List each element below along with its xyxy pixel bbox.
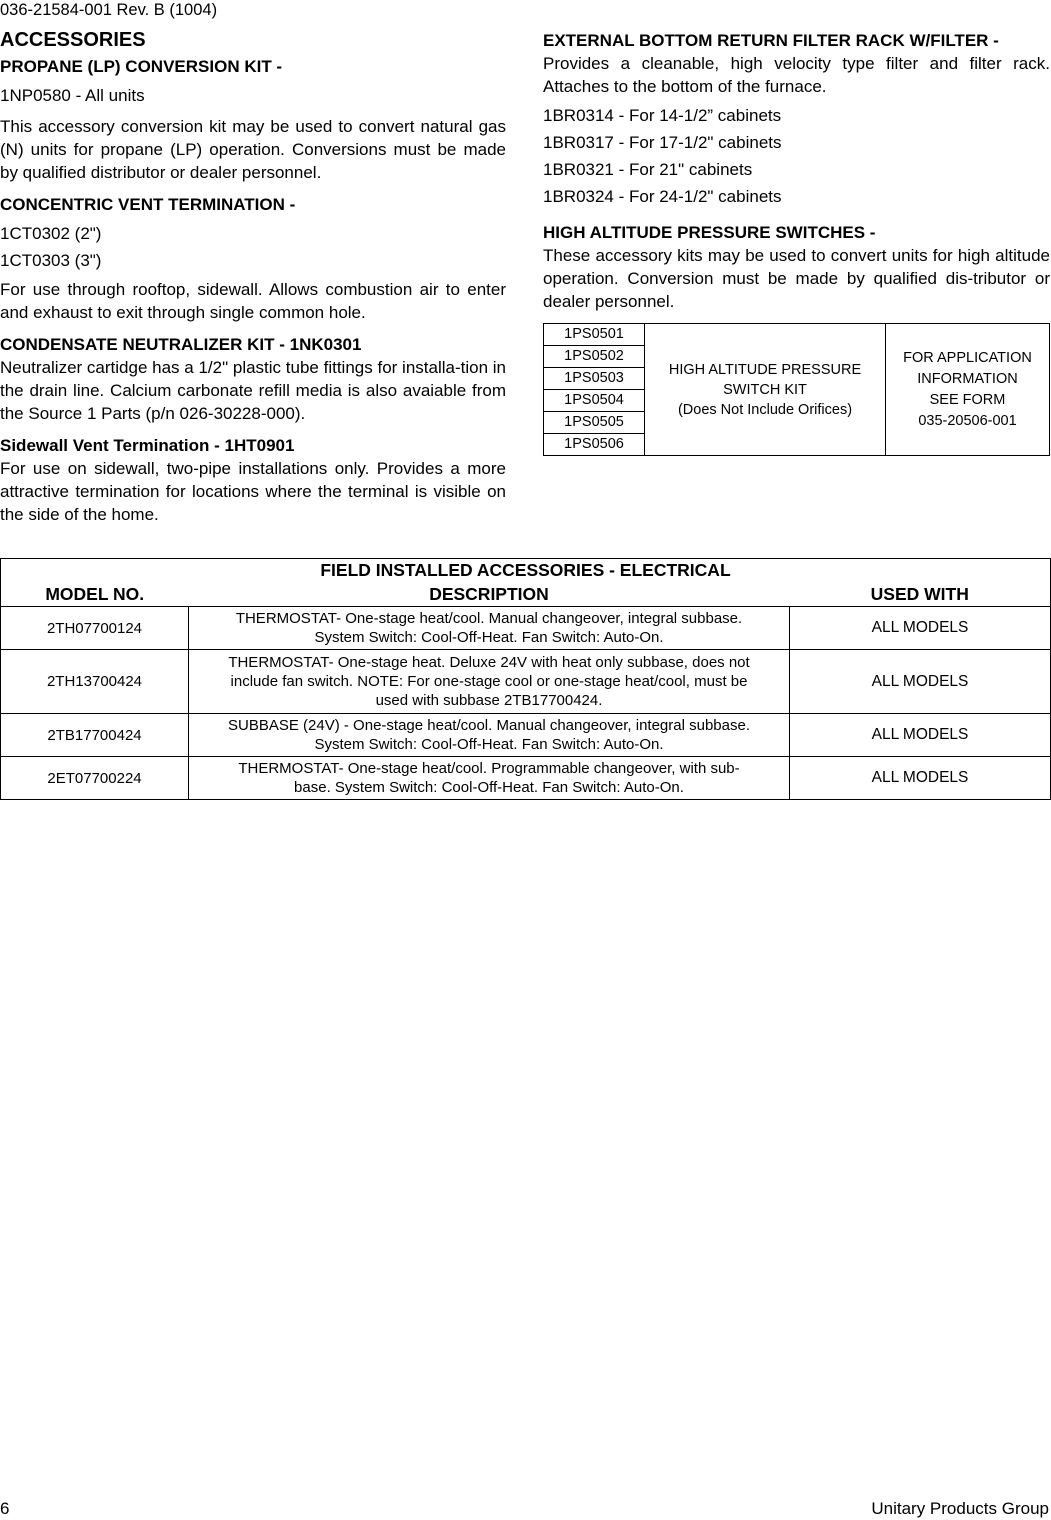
ps-kit-description [645, 324, 886, 456]
row-description [189, 607, 790, 650]
row-description-line: include fan switch. NOTE: For one-stage cool or one-stage heat/cool, must be [230, 673, 748, 690]
concentric-description: For use through rooftop, sidewall. Allows combustion air to enter and exhaust to exit through single common hole. [0, 280, 506, 322]
ps-code: 1PS0501 [544, 324, 645, 346]
ps-code: 1PS0503 [544, 368, 645, 390]
neutralizer-heading: CONDENSATE NEUTRALIZER KIT - 1NK0301 [0, 335, 362, 354]
electrical-accessories-table [0, 558, 1051, 800]
row-used-with: ALL MODELS [790, 607, 1051, 650]
ps-code: 1PS0502 [544, 346, 645, 368]
page-number: 6 [0, 1499, 10, 1518]
accessories-title: ACCESSORIES [0, 29, 146, 51]
row-description-line: base. System Switch: Cool-Off-Heat. Fan Switch: Auto-On. [294, 779, 684, 796]
propane-heading: PROPANE (LP) CONVERSION KIT - [0, 57, 283, 76]
concentric-heading: CONCENTRIC VENT TERMINATION - [0, 195, 296, 214]
document-id: 036-21584-001 Rev. B (1004) [0, 1, 218, 19]
row-model: 2TH07700124 [1, 607, 189, 650]
filter-item: 1BR0317 - For 17-1/2" cabinets [543, 133, 782, 152]
table-row [1, 650, 1051, 714]
ps-info-line: INFORMATION [917, 370, 1018, 387]
ps-application-info [886, 324, 1050, 456]
filter-item: 1BR0314 - For 14-1/2” cabinets [543, 106, 782, 125]
row-description-line: System Switch: Cool-Off-Heat. Fan Switch: Auto-On. [314, 629, 664, 646]
filter-description: Provides a cleanable, high velocity type filter and filter rack. Attaches to the bottom of the furnace. [543, 54, 1050, 96]
ps-info-line: 035-20506-001 [918, 412, 1017, 429]
row-used-with: ALL MODELS [790, 757, 1051, 800]
ps-code: 1PS0505 [544, 412, 645, 434]
filter-heading: EXTERNAL BOTTOM RETURN FILTER RACK W/FILTER - [543, 31, 999, 50]
ps-kit-line: SWITCH KIT [723, 381, 807, 398]
table-row [1, 757, 1051, 800]
filter-item: 1BR0324 - For 24-1/2" cabinets [543, 187, 782, 206]
concentric-kit-3in: 1CT0303 (3") [0, 251, 102, 270]
table-row [1, 714, 1051, 757]
row-model: 2ET07700224 [1, 757, 189, 800]
sidewall-description: For use on sidewall, two-pipe installations only. Provides a more attractive termination for locations where the terminal is visible on the side of the home. [0, 459, 506, 524]
ps-info-line: FOR APPLICATION [903, 349, 1032, 366]
row-description-line: THERMOSTAT- One-stage heat/cool. Programmable changeover, with sub- [238, 760, 740, 777]
ps-code: 1PS0504 [544, 390, 645, 412]
neutralizer-description: Neutralizer cartidge has a 1/2" plastic tube fittings for installa-tion in the drain line. Calcium carbonate refill media is also avaiable from the Source 1 Parts (p/n 026-30228-000). [0, 358, 506, 423]
filter-item: 1BR0321 - For 21" cabinets [543, 160, 753, 179]
propane-kit-number: 1NP0580 - All units [0, 86, 145, 105]
ps-kit-line: HIGH ALTITUDE PRESSURE [668, 361, 862, 378]
propane-description: This accessory conversion kit may be used to convert natural gas (N) units for propane (LP) operation. Conversions must be made by qualified distributor or dealer personnel. [0, 117, 506, 182]
row-description-line: used with subbase 2TB17700424. [375, 692, 603, 709]
ps-code: 1PS0506 [544, 434, 645, 456]
row-used-with: ALL MODELS [790, 650, 1051, 714]
footer-company: Unitary Products Group [871, 1499, 1049, 1518]
row-description [189, 757, 790, 800]
pressure-switch-table [543, 323, 1050, 456]
col-header-description: DESCRIPTION [189, 582, 790, 607]
left-column [0, 28, 506, 530]
row-model: 2TH13700424 [1, 650, 189, 714]
row-description-line: SUBBASE (24V) - One-stage heat/cool. Manual changeover, integral subbase. [228, 717, 750, 734]
row-description [189, 714, 790, 757]
row-description-line: THERMOSTAT- One-stage heat. Deluxe 24V with heat only subbase, does not [228, 654, 750, 671]
row-description-line: System Switch: Cool-Off-Heat. Fan Switch: Auto-On. [314, 736, 664, 753]
table-row [1, 607, 1051, 650]
sidewall-heading: Sidewall Vent Termination - 1HT0901 [0, 436, 295, 455]
right-column [543, 28, 1050, 456]
ps-kit-line: (Does Not Include Orifices) [677, 401, 853, 418]
altitude-heading: HIGH ALTITUDE PRESSURE SWITCHES - [543, 223, 876, 242]
col-header-used-with: USED WITH [790, 582, 1051, 607]
altitude-description: These accessory kits may be used to convert units for high altitude operation. Conversion must be made by qualified dis-tributor or dealer personnel. [543, 246, 1050, 311]
concentric-kit-2in: 1CT0302 (2") [0, 224, 102, 243]
ps-info-line: SEE FORM [929, 391, 1006, 408]
row-description [189, 650, 790, 714]
row-used-with: ALL MODELS [790, 714, 1051, 757]
row-model: 2TB17700424 [1, 714, 189, 757]
row-description-line: THERMOSTAT- One-stage heat/cool. Manual changeover, integral subbase. [235, 610, 743, 627]
electrical-table-title: FIELD INSTALLED ACCESSORIES - ELECTRICAL [1, 559, 1051, 583]
col-header-model: MODEL NO. [1, 582, 189, 607]
